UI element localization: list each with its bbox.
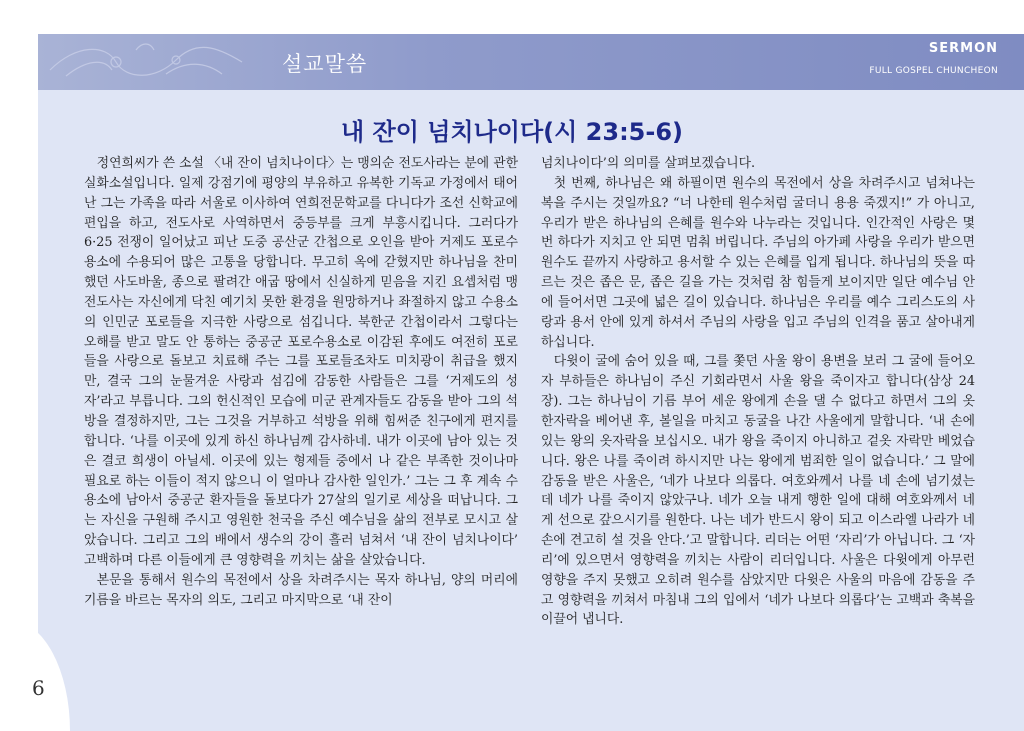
paragraph: 넘치나이다’의 의미를 살펴보겠습니다.	[541, 156, 756, 171]
brand-church-name: FULL GOSPEL CHUNCHEON	[869, 66, 998, 76]
paragraph: 첫 번째, 하나님은 왜 하필이면 원수의 목전에서 상을 차려주시고 넘쳐나는 복을 주시는 것일까요? “너 나한테 원수처럼 굴더니 용용 죽겠지!” 가 아니고, 우리가 받은 하나님의 은혜를 원수와 나누라는 것입니다. 인간적인 사랑은 몇 번 하다가 지치고 안 되면 멈춰 버립니다. 주님의 아가페 사랑을 우리가 받으면 원수도 끝까지 사랑하고 용서할 수 있는 은혜를 입게 됩니다. 하나님의 뜻을 따르는 것은 좁은 문, 좁은 길을 가는 것처럼 참 힘들게 보이지만 일단 예수님 안에 들어서면 그곳에 넓은 길이 있습니다. 하나님은 우리를 예수 그리스도의 사랑과 용서 안에 있게 하셔서 주님의 사랑을 입고 주님의 인격을 품고 살아내게 하십니다.	[541, 175, 975, 350]
page-number: 6	[32, 676, 45, 700]
article-column-right	[541, 154, 975, 630]
paragraph: 본문을 통해서 원수의 목전에서 상을 차려주시는 목자 하나님, 양의 머리에 기름을 바르는 목자의 의도, 그리고 마지막으로 ‘내 잔이	[84, 572, 518, 608]
section-title: 설교말씀	[282, 52, 368, 76]
paragraph: 정연희씨가 쓴 소설 〈내 잔이 넘치나이다〉는 맹의순 전도사라는 분에 관한 실화소설입니다. 일제 강점기에 평양의 부유하고 유복한 기독교 가정에서 태어난 그는 가족을 따라 서울로 이사하여 연희전문학교를 다니다가 조선 신학교에 편입을 하고, 전도사로 사역하면서 중등부를 크게 부흥시킵니다. 그러다가 6·25 전쟁이 일어났고 피난 도중 공산군 간첩으로 오인을 받아 거제도 포로수용소에 수용되어 많은 고통을 당합니다. 무고히 옥에 갇혔지만 하나님을 찬미했던 사도바울, 종으로 팔려간 애굽 땅에서 신실하게 믿음을 지킨 요셉처럼 맹 전도사는 자신에게 닥친 예기치 못한 환경을 원망하거나 좌절하지 않고 수용소의 인민군 포로들을 지극한 사랑으로 섬깁니다. 북한군 간첩이라서 그렇다는 오해를 받고 말도 안 통하는 중공군 포로수용소로 이감된 후에도 여전히 포로들을 사랑으로 돌보고 치료해 주는 그를 포로들조차도 미치광이 취급을 했지만, 결국 그의 눈물겨운 사랑과 섬김에 감동한 사람들은 그를 ‘거제도의 성자’라고 부릅니다. 그의 헌신적인 모습에 미군 관계자들도 감동을 받아 그의 석방을 결정하지만, 그는 그것을 거부하고 석방을 위해 힘써준 친구에게 편지를 합니다. ‘나를 이곳에 있게 하신 하나님께 감사하네. 내가 이곳에 남아 있는 것은 결코 희생이 아닐세. 이곳에 있는 형제들 중에서 나 같은 부족한 것이나마 필요로 하는 이들이 적지 않으니 이 얼마나 감사한 일인가.’ 그는 그 후 계속 수용소에 남아서 중공군 환자들을 돌보다가 27살의 일기로 세상을 떠납니다. 그는 자신을 구원해 주시고 영원한 천국을 주신 예수님을 삶의 전부로 모시고 살았습니다. 그리고 그의 배에서 생수의 강이 흘러 넘쳐서 ‘내 잔이 넘치나이다’ 고백하며 다른 이들에게 큰 영향력을 끼치는 삶을 살았습니다.	[84, 156, 518, 568]
paragraph: 다윗이 굴에 숨어 있을 때, 그를 쫓던 사울 왕이 용변을 보러 그 굴에 들어오자 부하들은 하나님이 주신 기회라면서 사울 왕을 죽이자고 합니다(삼상 24장). 그는 하나님이 기름 부어 세운 왕에게 손을 댈 수 없다고 하면서 그의 옷 한자락을 베어낸 후, 볼일을 마치고 동굴을 나간 사울에게 말합니다. ‘내 손에 있는 왕의 옷자락을 보십시오. 내가 왕을 죽이지 아니하고 겉옷 자락만 베었습니다. 왕은 나를 죽이려 하시지만 나는 왕에게 범죄한 일이 없습니다.’ 그 말에 감동을 받은 사울은, ‘네가 나보다 의롭다. 여호와께서 나를 네 손에 넘기셨는데 네가 나를 죽이지 않았구나. 네가 오늘 내게 행한 일에 대해 여호와께서 네게 선으로 갚으시기를 원한다. 나는 네가 반드시 왕이 되고 이스라엘 나라가 네 손에 견고히 설 것을 안다.’고 말합니다. 리더는 어떤 ‘자리’가 아닙니다. 그 ‘자리’에 있으면서 영향력을 끼치는 사람이 리더입니다. 사울은 다윗에게 아무런 영향을 주지 못했고 오히려 원수를 삼았지만 다윗은 사울의 마음에 감동을 주고 영향력을 끼쳐서 마침내 그의 입에서 ‘네가 나보다 의롭다’는 고백과 축복을 이끌어 냅니다.	[541, 354, 975, 628]
brand-sermon: SERMON	[928, 41, 998, 56]
article-title: 내 잔이 넘치나이다(시 23:5-6)	[340, 118, 683, 146]
article-column-left	[84, 154, 518, 610]
ornament-swirl-icon	[46, 40, 246, 84]
